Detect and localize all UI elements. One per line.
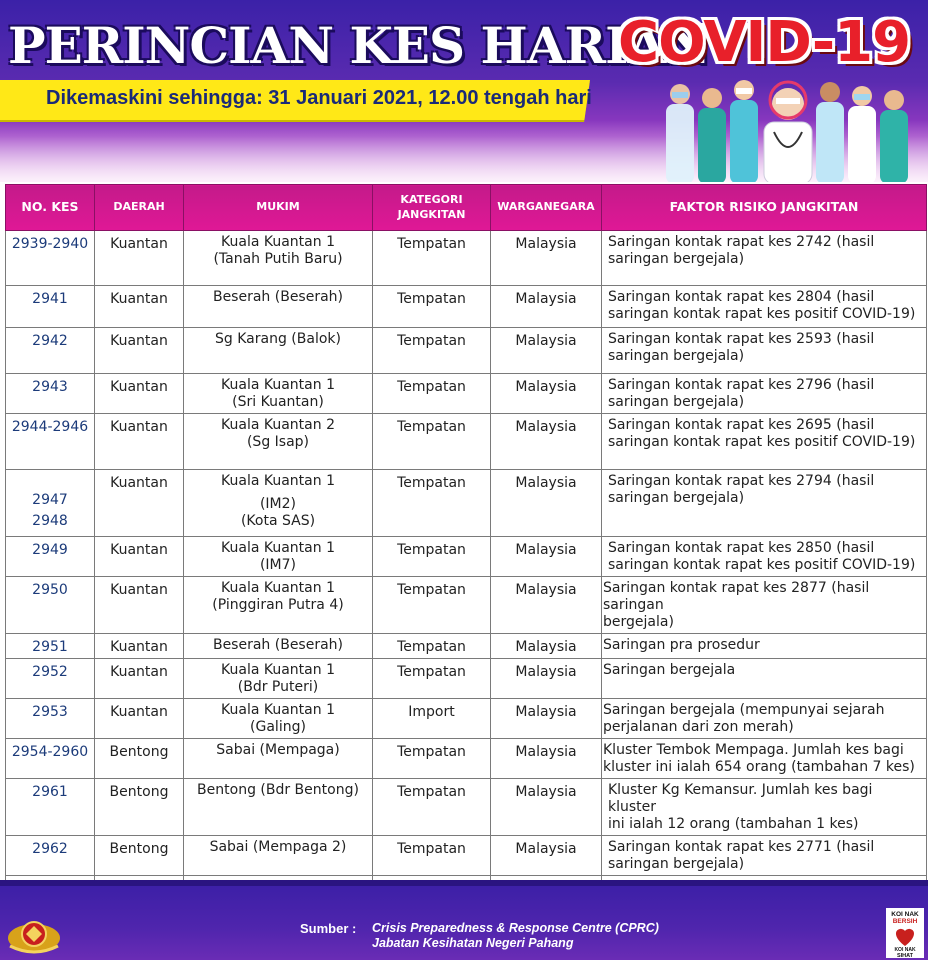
mukim-line: (Kota SAS) (240, 513, 316, 529)
case-no-line: 2948 (32, 513, 68, 529)
cell-no: 2944-2946 (6, 414, 95, 470)
cell-kategori: Tempatan (373, 470, 491, 537)
doctor-figure-icon (848, 86, 876, 182)
cell-kategori: Tempatan (373, 739, 491, 779)
header-banner (0, 0, 928, 182)
cell-warganegara: Malaysia (491, 286, 602, 328)
cell-warganegara: Malaysia (491, 699, 602, 739)
cell-warganegara: Malaysia (491, 414, 602, 470)
mukim-line: (Tanah Putih Baru) (213, 251, 343, 267)
mukim-line: Kuala Kuantan 1 (221, 580, 335, 596)
table-row (6, 659, 927, 699)
logo-text: KOI NAK (894, 947, 916, 953)
faktor-line: saringan kontak rapat kes positif COVID-19) (608, 434, 916, 450)
cell-no: 2941 (6, 286, 95, 328)
cell-no: 2943 (6, 374, 95, 414)
faktor-line: Saringan kontak rapat kes 2771 (hasil (608, 839, 875, 855)
cell-kategori: Tempatan (373, 779, 491, 836)
faktor-line: saringan bergejala) (608, 394, 745, 410)
mukim-line: Sg Karang (Balok) (215, 331, 341, 347)
header-daerah: DAERAH (95, 185, 184, 231)
cell-daerah: Kuantan (95, 699, 184, 739)
cell-kategori: Tempatan (373, 836, 491, 876)
faktor-line: Saringan kontak rapat kes 2850 (hasil (608, 540, 875, 556)
faktor-line: Saringan pra prosedur (603, 637, 760, 653)
faktor-line: Saringan kontak rapat kes 2742 (hasil (608, 234, 875, 250)
cell-warganegara: Malaysia (491, 374, 602, 414)
mukim-line: (IM7) (259, 557, 297, 573)
nurse-figure-icon (880, 90, 908, 182)
table-row (6, 577, 927, 634)
header-no-kes: NO. KES (6, 185, 95, 231)
medical-staff-illustration (660, 72, 920, 182)
faktor-line: Saringan kontak rapat kes 2877 (hasil saringan (603, 580, 870, 613)
cell-mukim (184, 659, 373, 699)
logo-text: BERSIH (892, 918, 918, 925)
cell-daerah: Kuantan (95, 231, 184, 286)
faktor-line: Saringan kontak rapat kes 2804 (hasil (608, 289, 875, 305)
mukim-line: (Sri Kuantan) (232, 394, 324, 410)
cell-kategori: Tempatan (373, 231, 491, 286)
cell-kategori: Import (373, 699, 491, 739)
faktor-line: saringan bergejala) (608, 251, 745, 267)
table-header-row (6, 185, 927, 231)
cell-mukim (184, 374, 373, 414)
cell-mukim (184, 414, 373, 470)
mukim-line: (Galing) (250, 719, 306, 735)
mukim-line: Kuala Kuantan 1 (221, 234, 335, 250)
cell-mukim (184, 634, 373, 659)
table-row (6, 779, 927, 836)
mukim-line: Kuala Kuantan 1 (221, 662, 335, 678)
faktor-line: bergejala) (603, 614, 674, 630)
mukim-line: Sabai (Mempaga 2) (209, 839, 347, 855)
header-faktor: FAKTOR RISIKO JANGKITAN (602, 185, 927, 231)
cell-no: 2939-2940 (6, 231, 95, 286)
footer-banner (0, 880, 928, 960)
table-row (6, 634, 927, 659)
header-kategori-line1: KATEGORI (400, 192, 463, 206)
mukim-line: Kuala Kuantan 1 (221, 473, 335, 489)
doctor-figure-icon (816, 82, 844, 182)
cell-warganegara: Malaysia (491, 537, 602, 577)
page-title: PERINCIAN KES HARIAN (8, 16, 710, 75)
cell-daerah: Bentong (95, 836, 184, 876)
mukim-line: Kuala Kuantan 1 (221, 540, 335, 556)
cell-warganegara: Malaysia (491, 470, 602, 537)
cell-warganegara: Malaysia (491, 739, 602, 779)
table-row (6, 470, 927, 537)
cell-mukim (184, 779, 373, 836)
mukim-line: (Bdr Puteri) (237, 679, 319, 695)
table-row (6, 699, 927, 739)
cell-kategori: Tempatan (373, 328, 491, 374)
case-no-line: 2947 (32, 492, 68, 508)
cell-faktor (602, 414, 927, 470)
cell-mukim (184, 577, 373, 634)
faktor-line: Saringan kontak rapat kes 2695 (hasil (608, 417, 875, 433)
cell-kategori: Tempatan (373, 286, 491, 328)
table-row (6, 414, 927, 470)
cell-warganegara: Malaysia (491, 328, 602, 374)
faktor-line: saringan kontak rapat kes positif COVID-19) (608, 557, 916, 573)
cell-mukim (184, 537, 373, 577)
faktor-line: Saringan kontak rapat kes 2796 (hasil (608, 377, 875, 393)
nurse-figure-icon (698, 88, 726, 182)
source-line-2: Jabatan Kesihatan Negeri Pahang (372, 936, 574, 950)
cell-no: 2942 (6, 328, 95, 374)
cell-warganegara: Malaysia (491, 231, 602, 286)
mukim-line: (Sg Isap) (246, 434, 310, 450)
logo-text: SIHAT (896, 953, 914, 958)
header-warganegara: WARGANEGARA (491, 185, 602, 231)
cell-kategori: Tempatan (373, 537, 491, 577)
case-table-container (5, 184, 926, 904)
cell-kategori: Tempatan (373, 374, 491, 414)
mukim-line: Beserah (Beserah) (212, 289, 344, 305)
cell-no (6, 470, 95, 537)
header-kategori-line2: JANGKITAN (397, 207, 466, 221)
mukim-line: (IM2) (259, 496, 297, 512)
cell-daerah: Kuantan (95, 659, 184, 699)
faktor-line: Kluster Tembok Mempaga. Jumlah kes bagi (603, 742, 904, 758)
faktor-line: Saringan kontak rapat kes 2593 (hasil (608, 331, 875, 347)
mukim-line: Kuala Kuantan 1 (221, 702, 335, 718)
cell-daerah: Kuantan (95, 374, 184, 414)
table-row (6, 231, 927, 286)
cell-faktor (602, 836, 927, 876)
table-row (6, 286, 927, 328)
cell-faktor (602, 577, 927, 634)
table-row (6, 328, 927, 374)
faktor-line: saringan bergejala) (608, 490, 745, 506)
cell-warganegara: Malaysia (491, 634, 602, 659)
mukim-line: Beserah (Beserah) (212, 637, 344, 653)
page-title-accent: COVID-19 (618, 10, 911, 75)
mukim-line: Kuala Kuantan 1 (221, 377, 335, 393)
cell-no: 2961 (6, 779, 95, 836)
faktor-line: Saringan bergejala (603, 662, 736, 678)
ministry-logo-icon (4, 916, 64, 956)
table-row (6, 374, 927, 414)
cell-faktor (602, 231, 927, 286)
faktor-line: kluster ini ialah 654 orang (tambahan 7 kes) (603, 759, 915, 775)
cell-faktor (602, 659, 927, 699)
mukim-line: Sabai (Mempaga) (216, 742, 340, 758)
faktor-line: Saringan bergejala (mempunyai sejarah (603, 702, 885, 718)
doctor-figure-icon (666, 84, 694, 182)
nurse-figure-icon (730, 80, 758, 182)
cell-mukim (184, 470, 373, 537)
cell-no: 2954-2960 (6, 739, 95, 779)
cell-daerah: Kuantan (95, 634, 184, 659)
cell-daerah: Bentong (95, 739, 184, 779)
cell-mukim (184, 699, 373, 739)
cell-faktor (602, 328, 927, 374)
cell-kategori: Tempatan (373, 659, 491, 699)
doctor-ppe-figure-icon (764, 82, 812, 182)
footer-band (0, 880, 928, 886)
cell-faktor (602, 779, 927, 836)
mukim-line: (Pinggiran Putra 4) (212, 597, 344, 613)
cell-no: 2949 (6, 537, 95, 577)
header-kategori (373, 185, 491, 231)
cell-mukim (184, 739, 373, 779)
mukim-line: Bentong (Bdr Bentong) (197, 782, 359, 798)
cell-faktor (602, 739, 927, 779)
cell-faktor (602, 286, 927, 328)
updated-date: Dikemaskini sehingga: 31 Januari 2021, 12.00 tengah hari (46, 87, 592, 109)
cell-daerah: Kuantan (95, 286, 184, 328)
faktor-line: perjalanan dari zon merah) (603, 719, 794, 735)
cell-faktor (602, 537, 927, 577)
cell-warganegara: Malaysia (491, 779, 602, 836)
table-row (6, 836, 927, 876)
cell-faktor (602, 470, 927, 537)
faktor-line: saringan kontak rapat kes positif COVID-19) (608, 306, 916, 322)
cell-mukim (184, 836, 373, 876)
cell-kategori: Tempatan (373, 634, 491, 659)
cell-daerah: Bentong (95, 779, 184, 836)
faktor-line: ini ialah 12 orang (tambahan 1 kes) (608, 816, 859, 832)
cell-daerah: Kuantan (95, 470, 184, 537)
cell-faktor (602, 634, 927, 659)
cell-warganegara: Malaysia (491, 836, 602, 876)
cell-kategori: Tempatan (373, 577, 491, 634)
case-table (5, 184, 927, 904)
faktor-line: Saringan kontak rapat kes 2794 (hasil (608, 473, 875, 489)
faktor-line: saringan bergejala) (608, 856, 745, 872)
cell-no: 2952 (6, 659, 95, 699)
cell-no: 2951 (6, 634, 95, 659)
cell-daerah: Kuantan (95, 328, 184, 374)
faktor-line: saringan bergejala) (608, 348, 745, 364)
cell-mukim (184, 286, 373, 328)
cell-daerah: Kuantan (95, 414, 184, 470)
faktor-line: Kluster Kg Kemansur. Jumlah kes bagi kluster (608, 782, 873, 815)
cell-faktor (602, 699, 927, 739)
logo-text: KOI NAK (891, 911, 919, 918)
table-row (6, 537, 927, 577)
cell-faktor (602, 374, 927, 414)
mukim-line: Kuala Kuantan 2 (221, 417, 335, 433)
cell-kategori: Tempatan (373, 414, 491, 470)
source-label: Sumber : (300, 921, 357, 936)
source-line-1: Crisis Preparedness & Response Centre (CPRC) (372, 921, 659, 935)
header-mukim: MUKIM (184, 185, 373, 231)
campaign-logo-icon (886, 908, 924, 958)
cell-no: 2950 (6, 577, 95, 634)
cell-warganegara: Malaysia (491, 577, 602, 634)
cell-warganegara: Malaysia (491, 659, 602, 699)
cell-mukim (184, 328, 373, 374)
cell-no: 2953 (6, 699, 95, 739)
cell-no: 2962 (6, 836, 95, 876)
cell-mukim (184, 231, 373, 286)
table-row (6, 739, 927, 779)
cell-daerah: Kuantan (95, 577, 184, 634)
cell-daerah: Kuantan (95, 537, 184, 577)
